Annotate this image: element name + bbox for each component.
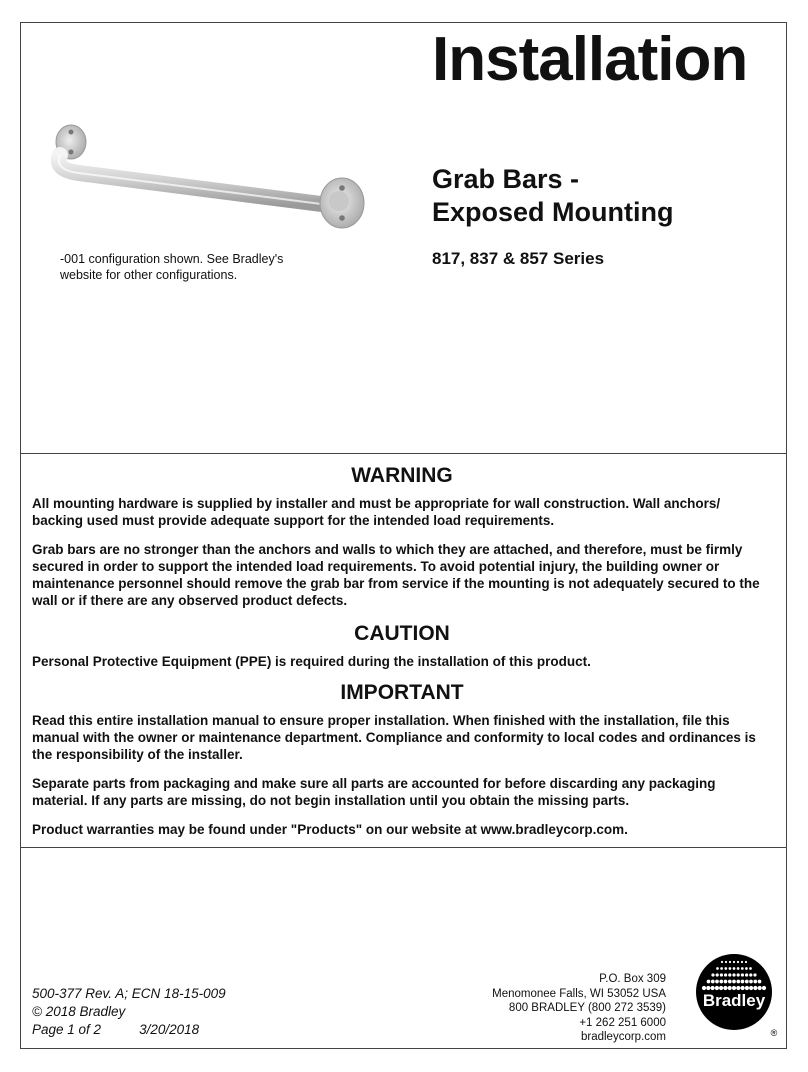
document-date: 3/20/2018 — [139, 1022, 200, 1037]
logo-dot — [711, 973, 714, 976]
logo-dot — [749, 986, 753, 990]
logo-dot — [745, 967, 748, 970]
doc-number: 500-377 Rev. A; ECN 18-15-009 — [32, 986, 226, 1001]
logo-dot — [711, 980, 715, 984]
important-paragraph-3: Product warranties may be found under "Products" on our website at www.bradleycorp.com. — [32, 822, 628, 837]
logo-dot — [736, 980, 740, 984]
logo-dot — [724, 980, 728, 984]
warning-paragraph-2: Grab bars are no stronger than the anchors and walls to which they are attached, and therefore, must be firmly secured in order to support the intended load requirements. To avoid potential injury, the building owner or maintenance personnel should remove the grab bar from service if the mounting is not adequately secured to the wall or if there are any observed product defects. — [32, 542, 760, 608]
logo-dot — [741, 967, 744, 970]
logo-dot — [724, 967, 727, 970]
logo-dot — [749, 973, 752, 976]
logo-dot — [728, 980, 732, 984]
caution-heading: CAUTION — [354, 622, 450, 645]
logo-dot — [737, 961, 739, 963]
subtitle-line-2: Exposed Mounting — [432, 197, 674, 227]
logo-dot — [741, 980, 745, 984]
phone-intl: +1 262 251 6000 — [579, 1016, 666, 1029]
logo-dot — [758, 986, 762, 990]
logo-dot — [723, 986, 727, 990]
important-heading: IMPORTANT — [340, 681, 464, 704]
grab-bar-image — [34, 115, 379, 250]
subtitle-line-1: Grab Bars - — [432, 164, 580, 194]
footer-divider — [20, 847, 787, 848]
logo-dot — [749, 967, 752, 970]
po-box: P.O. Box 309 — [599, 973, 666, 985]
logo-dot — [719, 986, 723, 990]
page-number: Page 1 of 2 — [32, 1022, 102, 1037]
logo-dot — [729, 961, 731, 963]
logo-dot — [732, 980, 736, 984]
page-info — [32, 1021, 226, 1039]
logo-dot — [753, 986, 757, 990]
city-line: Menomonee Falls, WI 53052 USA — [492, 987, 666, 1000]
logo-dot — [721, 961, 723, 963]
logo-dot — [716, 973, 719, 976]
logo-dot — [719, 980, 723, 984]
series-label: 817, 837 & 857 Series — [432, 249, 605, 268]
logo-dot — [711, 986, 715, 990]
logo-dot — [729, 967, 732, 970]
logo-dot — [728, 973, 731, 976]
logo-dot — [716, 967, 719, 970]
important-paragraph-1: Read this entire installation manual to ensure proper installation. When finished with the installation, file this manual with the owner or maintenance department. Compliance and conformity to local codes and ordinances is the responsibility of the installer. — [32, 713, 756, 762]
logo-dot — [733, 967, 736, 970]
logo-dot — [737, 973, 740, 976]
logo-dot — [702, 986, 706, 990]
caution-section — [32, 621, 772, 670]
logo-dot — [737, 967, 740, 970]
logo-dot — [720, 973, 723, 976]
warning-heading: WARNING — [351, 464, 453, 487]
logo-dot — [758, 980, 762, 984]
bradley-logo — [694, 952, 780, 1038]
caution-paragraph: Personal Protective Equipment (PPE) is required during the installation of this product. — [32, 654, 591, 669]
image-caption: -001 configuration shown. See Bradley's website for other configurations. — [60, 252, 284, 282]
company-website: bradleycorp.com — [580, 1031, 666, 1043]
important-paragraph-2: Separate parts from packaging and make sure all parts are accounted for before discarding any packaging material. If any parts are missing, do not begin installation until you obtain the missing parts. — [32, 776, 716, 808]
logo-dot — [745, 961, 747, 963]
copyright: © 2018 Bradley — [32, 1004, 126, 1019]
logo-dot — [728, 986, 732, 990]
product-subtitle — [432, 163, 673, 229]
logo-dot — [724, 973, 727, 976]
header-divider — [20, 453, 787, 454]
logo-dot — [745, 980, 749, 984]
logo-dot — [741, 973, 744, 976]
logo-dot — [732, 973, 735, 976]
document-info — [32, 985, 226, 1039]
logo-dot — [707, 980, 711, 984]
important-section — [32, 680, 772, 838]
logo-dot — [715, 986, 719, 990]
logo-dot — [741, 986, 745, 990]
logo-dot — [741, 961, 743, 963]
logo-dot — [733, 961, 735, 963]
company-address — [492, 972, 666, 1045]
registered-mark: ® — [770, 1028, 778, 1038]
logo-dot — [753, 973, 756, 976]
logo-dot — [725, 961, 727, 963]
warning-paragraph-1: All mounting hardware is supplied by installer and must be appropriate for wall construction. Wall anchors/ backing used must provide adequate support for the intended load requirements. — [32, 496, 721, 528]
logo-dot — [762, 986, 766, 990]
logo-dot — [732, 986, 736, 990]
logo-dot — [715, 980, 719, 984]
logo-dot — [749, 980, 753, 984]
logo-dot — [745, 973, 748, 976]
warning-section — [32, 463, 772, 609]
page-title: Installation — [432, 25, 748, 94]
phone-main: 800 BRADLEY (800 272 3539) — [508, 1002, 666, 1014]
logo-dot — [706, 986, 710, 990]
logo-dot — [736, 986, 740, 990]
logo-text: Bradley — [702, 991, 766, 1010]
logo-dot — [720, 967, 723, 970]
logo-dot — [753, 980, 757, 984]
logo-dot — [745, 986, 749, 990]
